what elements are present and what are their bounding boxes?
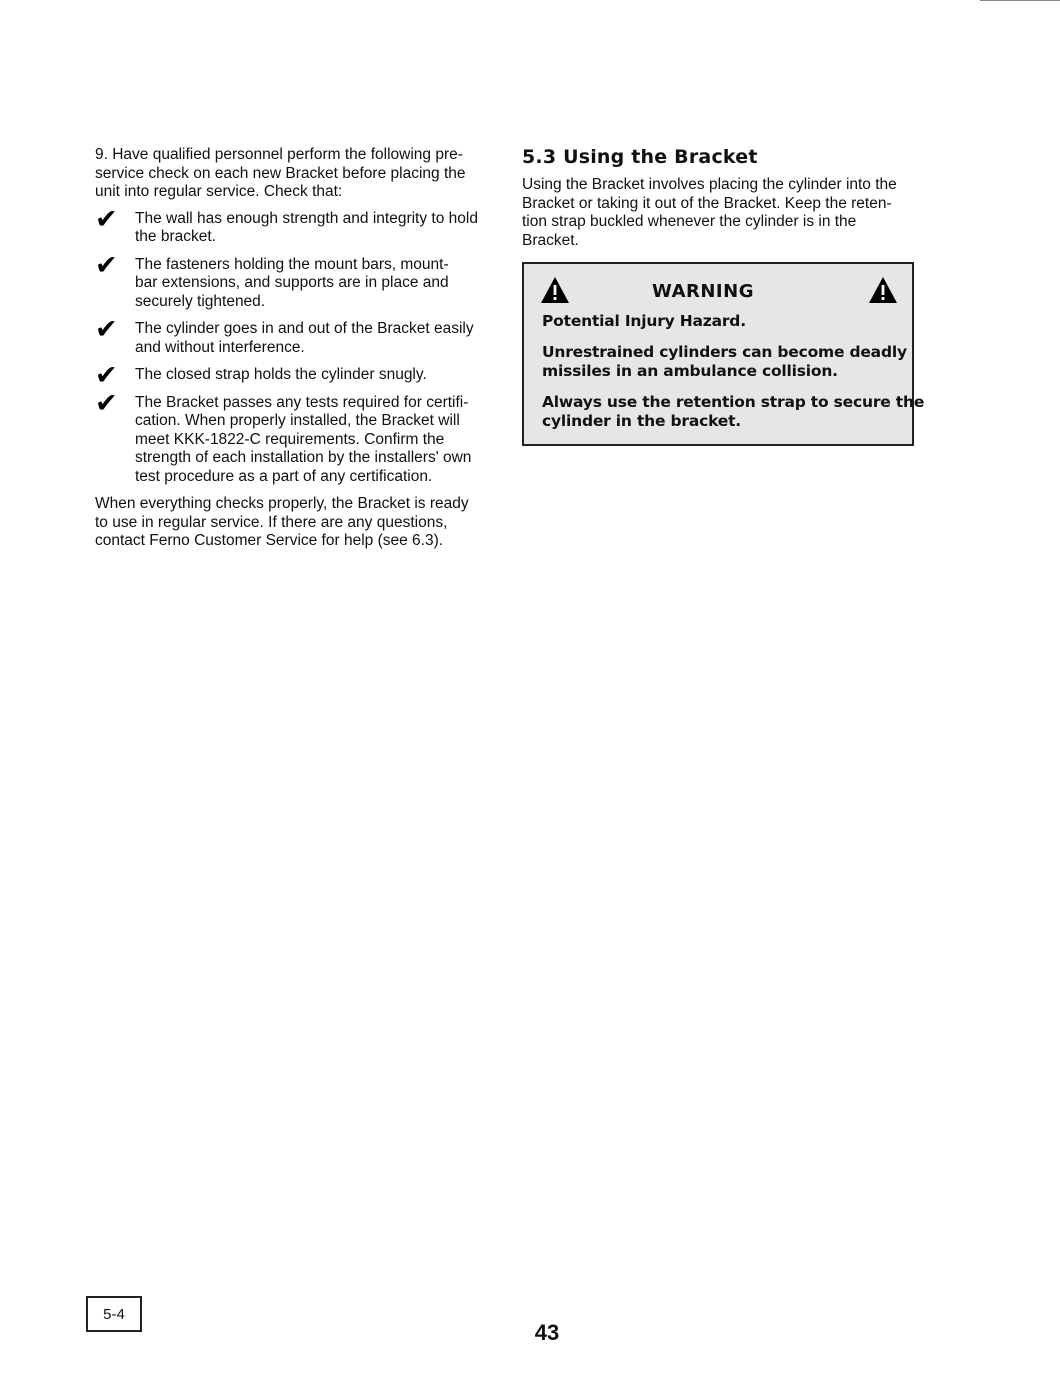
text-line: The wall has enough strength and integrity to hold (135, 209, 478, 227)
text-line: service check on each new Bracket before placing the (95, 164, 466, 182)
text-line: test procedure as a part of any certification. (135, 467, 433, 485)
text-line: Unrestrained cylinders can become deadly (542, 342, 907, 361)
checklist-item (95, 387, 497, 487)
text-line: securely tightened. (135, 292, 266, 310)
text-line: tion strap buckled whenever the cylinder is in the (522, 213, 857, 230)
scan-edge-line (980, 0, 1060, 1)
closing-paragraph (95, 495, 497, 551)
text-line: the bracket. (135, 228, 216, 245)
warning-statement (542, 392, 925, 432)
text-line: and without interference. (135, 338, 305, 356)
checkmark-icon: ✔ (95, 314, 118, 345)
text-line: Bracket or taking it out of the Bracket. Keep the reten- (522, 194, 892, 212)
checkmark-icon: ✔ (95, 203, 118, 235)
text-line: strength of each installation by the installers' own (135, 449, 472, 466)
checkmark-icon: ✔ (95, 360, 118, 391)
checklist-item (95, 249, 497, 312)
text-line: Potential Injury Hazard. (542, 312, 746, 330)
text-line: unit into regular service. Check that: (95, 183, 343, 200)
checklist-item (95, 360, 497, 391)
warning-statement (542, 343, 907, 382)
text-line: cation. When properly installed, the Bracket will (135, 412, 460, 429)
text-line: The cylinder goes in and out of the Bracket easily (135, 320, 474, 337)
checklist-item (95, 314, 497, 357)
precheck-checklist (95, 203, 497, 487)
text-line: The Bracket passes any tests required for certifi- (135, 393, 469, 411)
right-column (522, 146, 925, 430)
text-line: The closed strap holds the cylinder snugly. (135, 366, 427, 383)
warning-statement (542, 312, 907, 332)
intro-paragraph (95, 146, 497, 202)
section-heading: 5.3 Using the Bracket (522, 146, 758, 168)
text-line: meet KKK-1822-C requirements. Confirm the (135, 430, 445, 448)
left-column (95, 146, 497, 551)
text-line: The fasteners holding the mount bars, mount- (135, 255, 449, 273)
warning-triangle-icon (868, 276, 898, 304)
text-line: Using the Bracket involves placing the cylinder into the (522, 176, 897, 193)
text-line: cylinder in the bracket. (542, 412, 741, 430)
section-page-tag: 5-4 (86, 1296, 142, 1332)
text-line: contact Ferno Customer Service for help (see 6.3). (95, 532, 444, 549)
warning-title: WARNING (652, 281, 754, 302)
checkmark-icon: ✔ (95, 387, 118, 419)
text-line: When everything checks properly, the Bracket is ready (95, 495, 469, 512)
text-line: bar extensions, and supports are in place and (135, 274, 449, 291)
warning-box (522, 262, 925, 446)
warning-text (542, 312, 925, 443)
page-number: 43 (534, 1320, 560, 1345)
text-line: to use in regular service. If there are any questions, (95, 513, 448, 531)
text-line: missiles in an ambulance collision. (542, 362, 838, 380)
checklist-item (95, 203, 497, 247)
text-line: 9. Have qualified personnel perform the following pre- (95, 146, 463, 163)
text-line: Always use the retention strap to secure the (542, 392, 925, 411)
text-line: Bracket. (522, 231, 579, 249)
section-body-paragraph (522, 176, 922, 250)
checkmark-icon: ✔ (95, 249, 118, 281)
